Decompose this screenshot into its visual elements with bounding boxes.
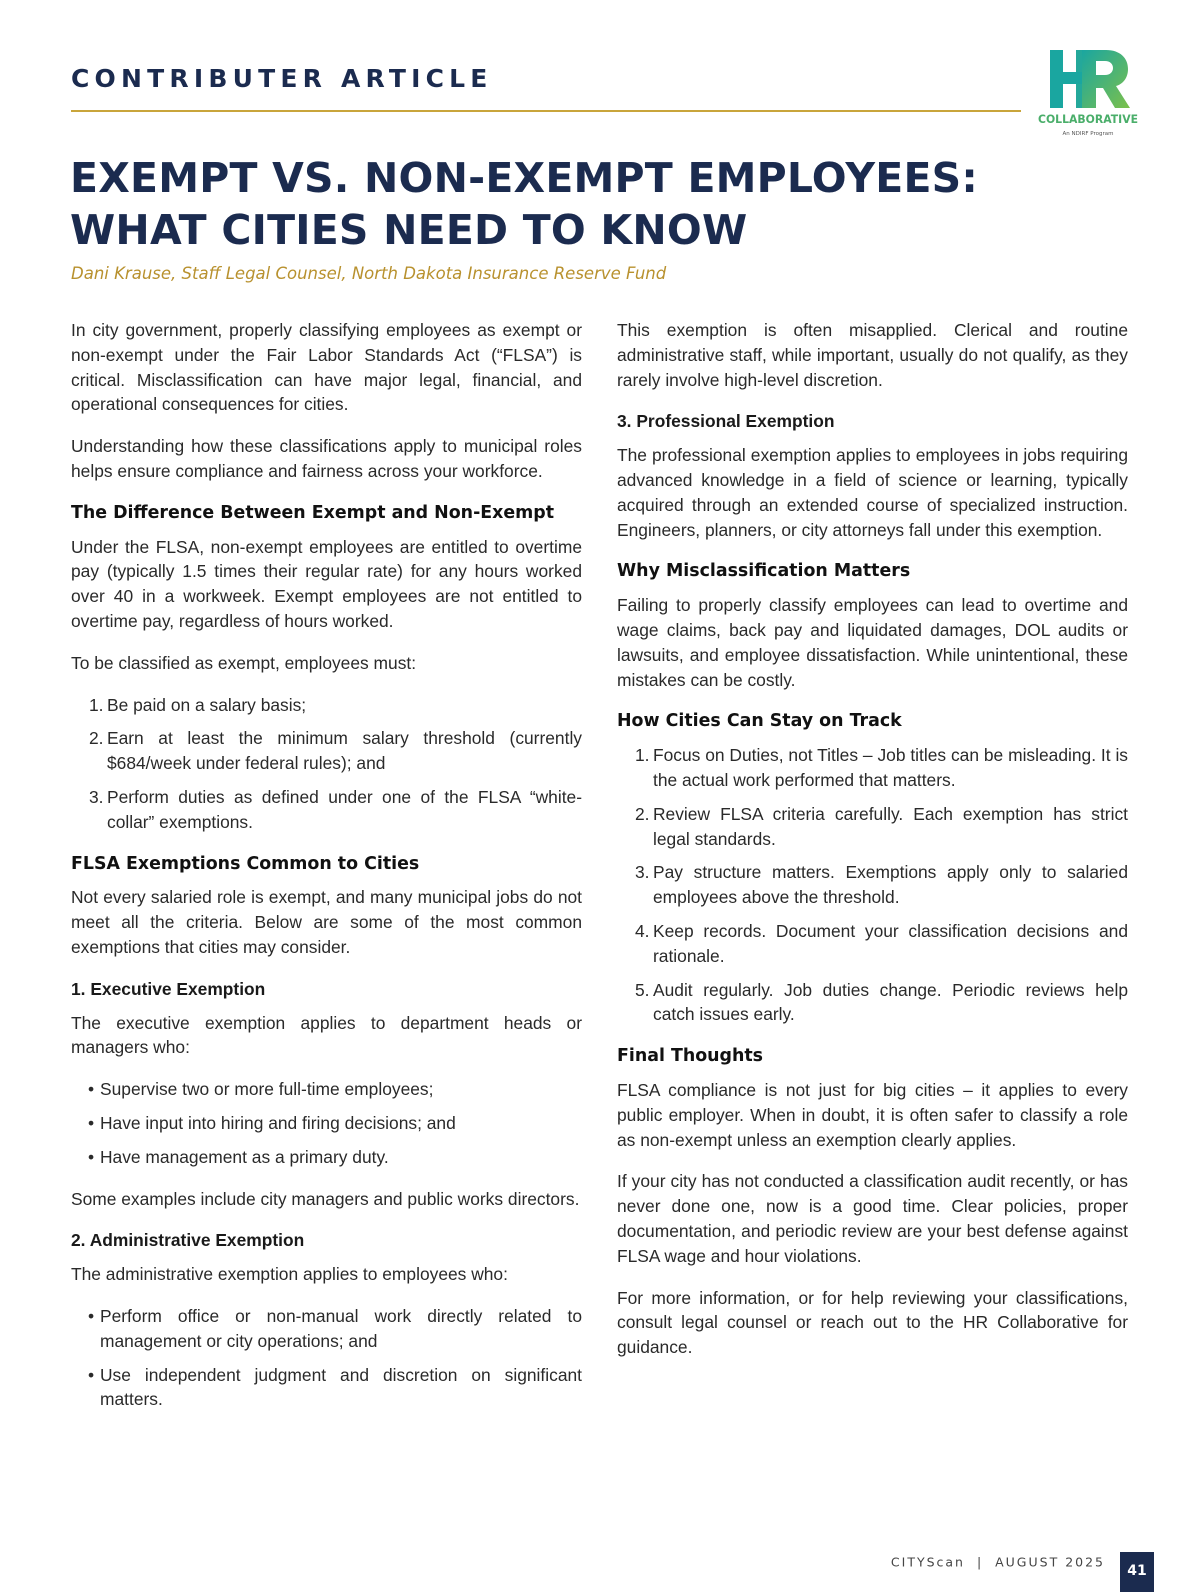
- list-item: 3. Perform duties as defined under one of the FLSA “white-collar” exemptions.: [89, 786, 582, 832]
- subheading-professional: 3. Professional Exemption: [617, 411, 835, 432]
- list-item: 2. Earn at least the minimum salary threshold (currently $684/week under federal rules); and: [89, 728, 582, 774]
- page-number: 41: [1120, 1552, 1154, 1592]
- final-paragraph-3: For more information, or for help reviewing your classifications, consult legal counsel or reach out to the HR Collaborative for guidance.: [617, 1287, 1128, 1358]
- section-heading-final: Final Thoughts: [617, 1046, 764, 1067]
- difference-paragraph: Under the FLSA, non-exempt employees are entitled to overtime pay (typically 1.5 times their regular rate) for any hours worked over 40 in a workweek. Exempt employees are not entitled to overtime pay, regardless of hours worked.: [71, 536, 582, 631]
- list-item: 2. Review FLSA criteria carefully. Each exemption has strict legal standards.: [635, 803, 1128, 849]
- logo-tagline: An NDIRF Program: [1062, 131, 1114, 137]
- administrative-paragraph: The administrative exemption applies to employees who:: [71, 1264, 508, 1285]
- section-heading-difference: The Difference Between Exempt and Non-Exempt: [71, 502, 555, 523]
- requirements-intro: To be classified as exempt, employees must:: [71, 652, 417, 673]
- why-paragraph: Failing to properly classify employees can lead to overtime and wage claims, back pay and liquidated damages, DOL audits or lawsuits, and employee dissatisfaction. While unintentional, these mistakes can be costly.: [617, 595, 1128, 690]
- article-title-line-1: EXEMPT VS. NON-EXEMPT EMPLOYEES:: [70, 154, 978, 202]
- article-title-line-2: WHAT CITIES NEED TO KNOW: [70, 206, 748, 254]
- exemptions-paragraph: Not every salaried role is exempt, and many municipal jobs do not meet all the criteria. Below are some of the most common exemptions that cities may consider.: [71, 887, 582, 957]
- section-heading-exemptions: FLSA Exemptions Common to Cities: [71, 853, 420, 874]
- list-item: • Perform office or non-manual work directly related to management or city operations; and: [88, 1305, 582, 1351]
- list-item: • Supervise two or more full-time employees;: [88, 1079, 434, 1100]
- footer-separator: |: [976, 1554, 984, 1570]
- final-paragraph-2: If your city has not conducted a classification audit recently, or has never done one, now is a good time. Clear policies, proper documentation, and periodic review are your best defense against FLSA wage and hour violations.: [617, 1171, 1128, 1266]
- intro-paragraph: In city government, properly classifying employees as exempt or non-exempt under the Fair Labor Standards Act (“FLSA”) is critical. Misclassification can have major legal, financial, and operational consequences for cities.: [71, 320, 582, 415]
- list-item: • Have input into hiring and firing decisions; and: [88, 1112, 456, 1133]
- executive-list: [71, 1077, 582, 1169]
- administrative-note-paragraph: This exemption is often misapplied. Clerical and routine administrative staff, while important, usually do not qualify, as they rarely involve high-level discretion.: [617, 320, 1128, 390]
- steps-list: [617, 743, 1128, 1027]
- list-item: 1. Focus on Duties, not Titles – Job titles can be misleading. It is the actual work performed that matters.: [635, 745, 1128, 790]
- list-item: 5. Audit regularly. Job duties change. Periodic reviews help catch issues early.: [635, 979, 1128, 1025]
- page-footer: [891, 1555, 1105, 1570]
- executive-examples-paragraph: Some examples include city managers and public works directors.: [71, 1188, 580, 1209]
- subheading-executive: 1. Executive Exemption: [71, 978, 266, 999]
- intro-paragraph-2: Understanding how these classifications apply to municipal roles helps ensure compliance and fairness across your workforce.: [71, 436, 582, 481]
- hr-collaborative-logo: [1036, 44, 1140, 140]
- section-kicker: CONTRIBUTER ARTICLE: [71, 64, 493, 93]
- professional-paragraph: The professional exemption applies to employees in jobs requiring advanced knowledge in a field of science or learning, typically acquired through an extended course of specialized instruction. Engineers, planners, or city attorneys fall under this exemption.: [617, 445, 1128, 540]
- publication-name: CITYScan: [890, 1554, 965, 1570]
- subheading-administrative: 2. Administrative Exemption: [71, 1230, 305, 1251]
- executive-paragraph: The executive exemption applies to department heads or managers who:: [71, 1012, 582, 1058]
- header-divider: [71, 110, 1021, 112]
- exempt-requirements-list: [71, 693, 582, 835]
- section-heading-how: How Cities Can Stay on Track: [617, 711, 902, 732]
- final-paragraph-1: FLSA compliance is not just for big cities – it applies to every public employer. When in doubt, it is often safer to classify a role as non-exempt unless an exemption clearly applies.: [617, 1079, 1128, 1150]
- administrative-list: [71, 1304, 582, 1412]
- list-item: • Use independent judgment and discretion on significant matters.: [88, 1364, 582, 1410]
- article-byline: Dani Krause, Staff Legal Counsel, North Dakota Insurance Reserve Fund: [71, 264, 667, 283]
- right-column: [617, 318, 1128, 1377]
- list-item: 1. Be paid on a salary basis;: [89, 694, 307, 715]
- list-item: 3. Pay structure matters. Exemptions apply only to salaried employees above the threshold.: [635, 862, 1128, 908]
- article-title: [70, 152, 1030, 256]
- list-item: 4. Keep records. Document your classification decisions and rationale.: [635, 920, 1128, 966]
- issue-date: AUGUST 2025: [995, 1554, 1105, 1570]
- list-item: • Have management as a primary duty.: [88, 1146, 389, 1167]
- section-heading-why: Why Misclassification Matters: [617, 561, 911, 582]
- left-column: [71, 318, 582, 1429]
- logo-wordmark: COLLABORATIVE: [1038, 112, 1139, 126]
